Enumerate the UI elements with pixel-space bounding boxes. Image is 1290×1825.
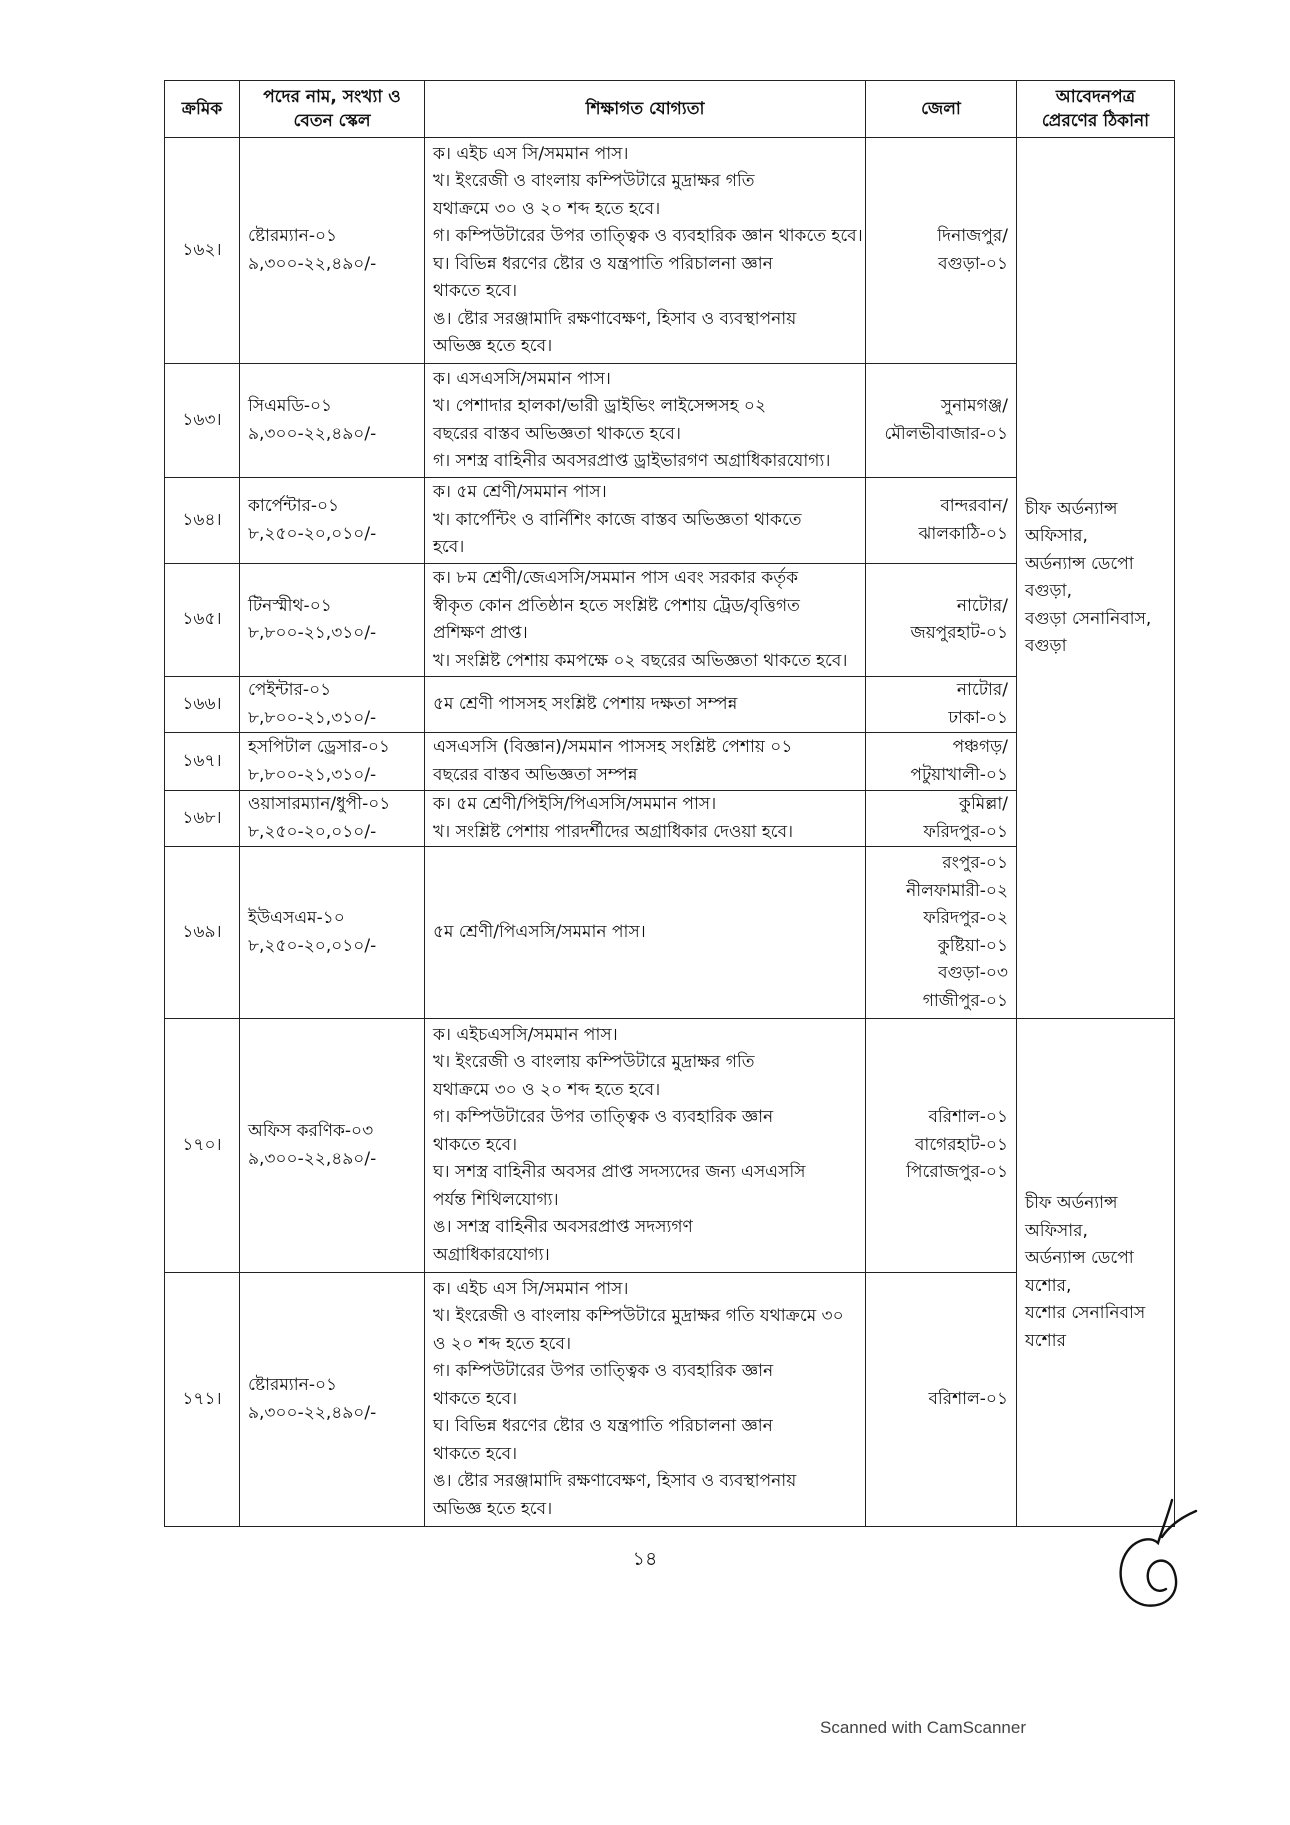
serial-cell: ১৬৬। — [165, 677, 240, 733]
post-cell: কার্পেন্টার-০১ ৮,২৫০-২০,০১০/- — [240, 478, 425, 564]
serial-cell: ১৬৫। — [165, 564, 240, 677]
serial-cell: ১৭১। — [165, 1273, 240, 1527]
qualification-cell: ক। ৫ম শ্রেণী/সমমান পাস। খ। কার্পেন্টিং ও বার্নিশিং কাজে বাস্তব অভিজ্ঞতা থাকতে হবে। — [425, 478, 866, 564]
table-header-row — [165, 81, 1175, 138]
qualification-cell: ক। এসএসসি/সমমান পাস। খ। পেশাদার হালকা/ভারী ড্রাইভিং লাইসেন্সসহ ০২ বছরের বাস্তব অভিজ্ঞতা থাকতে হবে। গ। সশস্ত্র বাহিনীর অবসরপ্রাপ্ত ড্রাইভারগণ অগ্রাধিকারযোগ্য। — [425, 364, 866, 478]
serial-cell: ১৬৭। — [165, 733, 240, 791]
header-serial: ক্রমিক — [165, 81, 240, 138]
serial-cell: ১৬৮। — [165, 791, 240, 847]
district-cell: বান্দরবান/ ঝালকাঠি-০১ — [866, 478, 1017, 564]
post-cell: অফিস করণিক-০৩ ৯,৩০০-২২,৪৯০/- — [240, 1019, 425, 1273]
serial-cell: ১৬২। — [165, 138, 240, 364]
scan-note: Scanned with CamScanner — [820, 1718, 1027, 1737]
post-cell: ইউএসএম-১০ ৮,২৫০-২০,০১০/- — [240, 847, 425, 1019]
job-table — [164, 80, 1175, 1527]
qualification-cell: এসএসসি (বিজ্ঞান)/সমমান পাসসহ সংশ্লিষ্ট পেশায় ০১ বছরের বাস্তব অভিজ্ঞতা সম্পন্ন — [425, 733, 866, 791]
post-cell: ওয়াসারম্যান/ধুপী-০১ ৮,২৫০-২০,০১০/- — [240, 791, 425, 847]
address-cell: চীফ অর্ডন্যান্স অফিসার, অর্ডন্যান্স ডেপো যশোর, যশোর সেনানিবাস যশোর — [1017, 1019, 1175, 1527]
qualification-cell: ক। এইচ এস সি/সমমান পাস। খ। ইংরেজী ও বাংলায় কম্পিউটারে মুদ্রাক্ষর গতি যথাক্রমে ৩০ ও ২০ শব্দ হতে হবে। গ। কম্পিউটারের উপর তাত্ত্বিক ও ব্যবহারিক জ্ঞান থাকতে হবে। ঘ। বিভিন্ন ধরণের ষ্টোর ও যন্ত্রপাতি পরিচালনা জ্ঞান থাকতে হবে। ঙ। ষ্টোর সরঞ্জামাদি রক্ষণাবেক্ষণ, হিসাব ও ব্যবস্থাপনায় অভিজ্ঞ হতে হবে। — [425, 138, 866, 364]
qualification-cell: ক। ৮ম শ্রেণী/জেএসসি/সমমান পাস এবং সরকার কর্তৃক স্বীকৃত কোন প্রতিষ্ঠান হতে সংশ্লিষ্ট পেশায় ট্রেড/বৃত্তিগত প্রশিক্ষণ প্রাপ্ত। খ। সংশ্লিষ্ট পেশায় কমপক্ষে ০২ বছরের অভিজ্ঞতা থাকতে হবে। — [425, 564, 866, 677]
serial-cell: ১৭০। — [165, 1019, 240, 1273]
signature-mark — [1110, 1495, 1200, 1615]
post-cell: ষ্টোরম্যান-০১ ৯,৩০০-২২,৪৯০/- — [240, 138, 425, 364]
table-row — [165, 1019, 1175, 1273]
post-cell: সিএমডি-০১ ৯,৩০০-২২,৪৯০/- — [240, 364, 425, 478]
district-cell: দিনাজপুর/ বগুড়া-০১ — [866, 138, 1017, 364]
qualification-cell: ক। এইচ এস সি/সমমান পাস। খ। ইংরেজী ও বাংলায় কম্পিউটারে মুদ্রাক্ষর গতি যথাক্রমে ৩০ ও ২০ শব্দ হতে হবে। গ। কম্পিউটারের উপর তাত্ত্বিক ও ব্যবহারিক জ্ঞান থাকতে হবে। ঘ। বিভিন্ন ধরণের ষ্টোর ও যন্ত্রপাতি পরিচালনা জ্ঞান থাকতে হবে। ঙ। ষ্টোর সরঞ্জামাদি রক্ষণাবেক্ষণ, হিসাব ও ব্যবস্থাপনায় অভিজ্ঞ হতে হবে। — [425, 1273, 866, 1527]
post-cell: ষ্টোরম্যান-০১ ৯,৩০০-২২,৪৯০/- — [240, 1273, 425, 1527]
district-cell: নাটোর/ জয়পুরহাট-০১ — [866, 564, 1017, 677]
district-cell: রংপুর-০১ নীলফামারী-০২ ফরিদপুর-০২ কুষ্টিয়া-০১ বগুড়া-০৩ গাজীপুর-০১ — [866, 847, 1017, 1019]
district-cell: সুনামগঞ্জ/ মৌলভীবাজার-০১ — [866, 364, 1017, 478]
post-cell: হসপিটাল ড্রেসার-০১ ৮,৮০০-২১,৩১০/- — [240, 733, 425, 791]
serial-cell: ১৬৩। — [165, 364, 240, 478]
address-cell: চীফ অর্ডন্যান্স অফিসার, অর্ডন্যান্স ডেপো বগুড়া, বগুড়া সেনানিবাস, বগুড়া — [1017, 138, 1175, 1019]
header-district: জেলা — [866, 81, 1017, 138]
table-body — [165, 138, 1175, 1527]
header-post: পদের নাম, সংখ্যা ও বেতন স্কেল — [240, 81, 425, 138]
qualification-cell: ক। এইচএসসি/সমমান পাস। খ। ইংরেজী ও বাংলায় কম্পিউটারে মুদ্রাক্ষর গতি যথাক্রমে ৩০ ও ২০ শব্দ হতে হবে। গ। কম্পিউটারের উপর তাত্ত্বিক ও ব্যবহারিক জ্ঞান থাকতে হবে। ঘ। সশস্ত্র বাহিনীর অবসর প্রাপ্ত সদস্যদের জন্য এসএসসি পর্যন্ত শিথিলযোগ্য। ঙ। সশস্ত্র বাহিনীর অবসরপ্রাপ্ত সদস্যগণ অগ্রাধিকারযোগ্য। — [425, 1019, 866, 1273]
district-cell: বরিশাল-০১ — [866, 1273, 1017, 1527]
serial-cell: ১৬৯। — [165, 847, 240, 1019]
post-cell: পেইন্টার-০১ ৮,৮০০-২১,৩১০/- — [240, 677, 425, 733]
page-number: ১৪ — [632, 1548, 658, 1570]
serial-cell: ১৬৪। — [165, 478, 240, 564]
qualification-cell: ক। ৫ম শ্রেণী/পিইসি/পিএসসি/সমমান পাস। খ। সংশ্লিষ্ট পেশায় পারদর্শীদের অগ্রাধিকার দেওয়া হবে। — [425, 791, 866, 847]
header-qualification: শিক্ষাগত যোগ্যতা — [425, 81, 866, 138]
qualification-cell: ৫ম শ্রেণী পাসসহ সংশ্লিষ্ট পেশায় দক্ষতা সম্পন্ন — [425, 677, 866, 733]
district-cell: বরিশাল-০১ বাগেরহাট-০১ পিরোজপুর-০১ — [866, 1019, 1017, 1273]
table-row — [165, 138, 1175, 364]
post-cell: টিনস্মীথ-০১ ৮,৮০০-২১,৩১০/- — [240, 564, 425, 677]
district-cell: কুমিল্লা/ ফরিদপুর-০১ — [866, 791, 1017, 847]
district-cell: নাটোর/ ঢাকা-০১ — [866, 677, 1017, 733]
header-address: আবেদনপত্র প্রেরণের ঠিকানা — [1017, 81, 1175, 138]
district-cell: পঞ্চগড়/ পটুয়াখালী-০১ — [866, 733, 1017, 791]
qualification-cell: ৫ম শ্রেণী/পিএসসি/সমমান পাস। — [425, 847, 866, 1019]
